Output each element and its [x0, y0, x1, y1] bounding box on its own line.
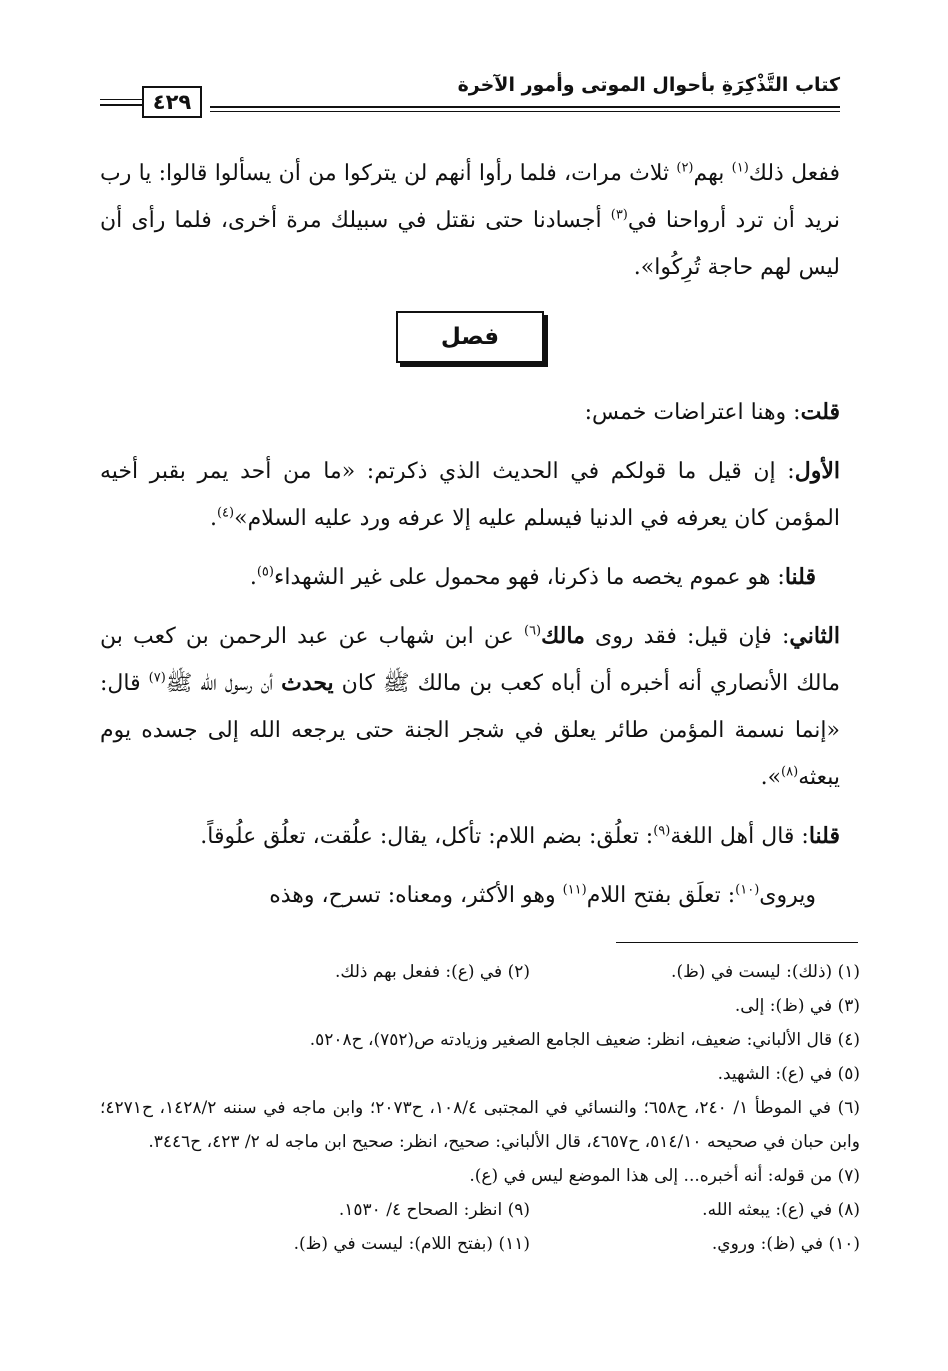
text-run: بهم — [693, 161, 732, 186]
footnote-10: (١٠) في (ظ): وروي. — [711, 1234, 860, 1254]
header-rule-thin — [210, 111, 840, 112]
emphasis-word: يحدث — [281, 670, 334, 696]
paragraph-objections-intro — [100, 389, 840, 436]
header-rule-left — [100, 99, 142, 100]
paragraph-second-objection — [100, 613, 840, 801]
footnote-ref[interactable]: (٨) — [781, 764, 799, 780]
text-run: . — [209, 506, 217, 531]
footnote-ref[interactable]: (٧) — [148, 670, 166, 686]
paragraph-first-answer — [100, 554, 840, 601]
footnote-row — [100, 1193, 860, 1227]
page-number: ٤٢٩ — [142, 86, 202, 118]
lead-word: الأول — [794, 458, 840, 484]
text-run: ويروى — [759, 883, 816, 908]
text-run: عن ابن شهاب عن عبد الرحمن بن كعب بن مالك الأنصاري أنه أخبره أن أباه كعب بن مالك ﷺ كان — [100, 624, 840, 696]
footnote-4: (٤) قال الألباني: ضعيف، انظر: ضعيف الجامع الصغير وزيادته ص(٧٥٢)، ح٥٢٠٨. — [309, 1030, 860, 1050]
footnote-3: (٣) في (ظ): إلى. — [734, 996, 860, 1016]
section-heading-wrap — [100, 311, 840, 375]
narrator-name: مالك — [541, 623, 585, 649]
footnote-ref[interactable]: (٥) — [256, 564, 274, 580]
footnote-ref[interactable]: (٢) — [676, 160, 694, 176]
footnote-ref[interactable]: (٦) — [523, 623, 542, 639]
footnote-ref[interactable]: (١) — [731, 160, 749, 176]
footnote-row — [100, 955, 860, 989]
footnote-ref[interactable]: (٣) — [610, 207, 628, 223]
text-run: وهو الأكثر، ومعناه: تسرح، وهذه — [269, 883, 563, 908]
running-title: كتاب التَّذْكِرَةِ بأحوال الموتى وأمور الآخرة — [457, 74, 840, 96]
footnote-1: (١) (ذلك): ليست في (ظ). — [671, 962, 860, 982]
footnote-separator — [616, 942, 858, 943]
text-run: ». — [760, 765, 782, 790]
footnote-11: (١١) (بفتح اللام): ليست في (ظ). — [293, 1234, 530, 1254]
main-text — [100, 150, 840, 919]
footnote-6: (٦) في الموطأ ١/ ٢٤٠، ح٦٥٨؛ والنسائي في المجتبى ١٠٨/٤، ح٢٠٧٣؛ وابن ماجه في سننه ١٤٢٨/٢، ح٤٢٧١؛ وابن حبان في صحيحه ٥١٤/١٠، ح٤٦٥٧، قال الألباني: صحيح، انظر: صحيح ابن ماجه له ٢/ ٤٢٣، ح٣٤٤٦. — [100, 1098, 861, 1152]
footnote-ref[interactable]: (١٠) — [735, 882, 760, 898]
paragraph-variant-reading — [100, 872, 840, 919]
text-run: : تعلُق: بضم اللام: تأكل، يقال: علُقت، تعلُق علُوقاً. — [200, 824, 654, 849]
text-run: : قال أهل اللغة — [670, 824, 809, 849]
text-run: أجسادنا حتى نقتل في سبيلك مرة أخرى، فلما رأى أن ليس لهم حاجة تُرِكُوا». — [100, 208, 840, 280]
footnote-9: (٩) انظر: الصحاح ٤/ ١٥٣٠. — [338, 1200, 530, 1220]
text-run: : تعلَق بفتح اللام — [586, 883, 736, 908]
text-run: ففعل ذلك — [748, 161, 840, 186]
footnotes — [100, 955, 860, 1261]
text-run: ثلاث مرات، فلما رأوا أنهم لن يتركوا من أن يسألوا قالوا: يا رب نريد أن ترد أرواحنا في — [100, 161, 840, 233]
footnote-ref[interactable]: (٩) — [653, 823, 671, 839]
lead-word: الثاني — [789, 623, 840, 649]
lead-word: قلت — [800, 399, 840, 425]
footnote-ref[interactable]: (٤) — [216, 505, 235, 521]
text-run: أن رسول الله ﷺ — [165, 671, 282, 696]
text-run: : وهنا اعتراضات خمس: — [584, 400, 801, 425]
text-run: . — [249, 565, 257, 590]
header-rule-left-thick — [100, 104, 142, 106]
footnote-5: (٥) في (ع): الشهيد. — [717, 1064, 860, 1084]
footnote-ref[interactable]: (١١) — [562, 882, 587, 898]
paragraph-first-objection — [100, 448, 840, 542]
text-run: قال: «إنما نسمة المؤمن طائر يعلق في شجر الجنة حتى يرجعه الله إلى جسده يوم يبعثه — [100, 671, 840, 790]
page-header — [100, 62, 840, 126]
footnote-2: (٢) في (ع): ففعل بهم ذلك. — [334, 962, 530, 982]
paragraph-second-answer — [100, 813, 840, 860]
paragraph-hadith-end — [100, 150, 840, 291]
text-run: : إن قيل ما قولكم في الحديث الذي ذكرتم: «ما من أحد يمر بقبر أخيه المؤمن كان يعرفه في الدنيا فيسلم عليه إلا عرفه ورد عليه السلام» — [100, 459, 840, 531]
footnote-row — [100, 1023, 860, 1057]
footnote-row — [100, 989, 860, 1023]
footnote-row — [100, 1057, 860, 1091]
footnote-row — [100, 1091, 860, 1159]
header-rule — [210, 106, 840, 108]
footnote-row — [100, 1227, 860, 1261]
section-heading: فصل — [396, 311, 544, 363]
lead-word: قلنا — [808, 823, 840, 849]
text-run: : فإن قيل: فقد روى — [584, 624, 790, 649]
footnote-7: (٧) من قوله: أنه أخبره... إلى هذا الموضع ليس في (ع). — [469, 1166, 860, 1186]
text-run: : هو عموم يخصه ما ذكرنا، فهو محمول على غير الشهداء — [273, 565, 785, 590]
footnote-8: (٨) في (ع): يبعثه الله. — [702, 1200, 860, 1220]
footnote-row — [100, 1159, 860, 1193]
lead-word: قلنا — [784, 564, 816, 590]
